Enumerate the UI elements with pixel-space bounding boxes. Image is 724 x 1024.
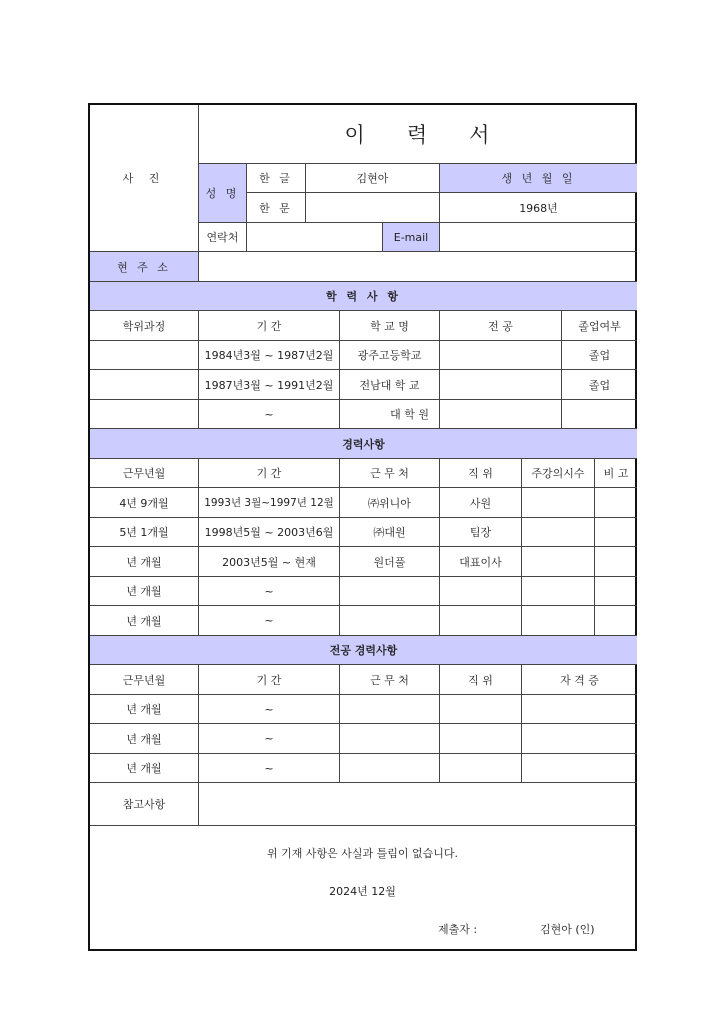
edu-row-2-status[interactable]: 졸업 (562, 370, 637, 400)
declaration-text: 위 기재 사항은 사실과 틀림이 없습니다. (267, 847, 458, 860)
edu-header-status: 졸업여부 (562, 311, 637, 341)
major-row-3-duration[interactable]: 년 개월 (90, 754, 199, 783)
edu-row-2-school[interactable]: 전남대 학 교 (340, 370, 440, 400)
major-row-2-duration[interactable]: 년 개월 (90, 724, 199, 754)
edu-row-1-school[interactable]: 광주고등학교 (340, 341, 440, 370)
career-row-1-note[interactable] (595, 488, 637, 518)
major-header-duration: 근무년월 (90, 665, 199, 695)
career-header-hours: 주강의시수 (522, 459, 595, 488)
major-row-1-duration[interactable]: 년 개월 (90, 695, 199, 724)
contact-label: 연락처 (199, 223, 247, 252)
career-row-4-hours[interactable] (522, 577, 595, 606)
major-row-3-position[interactable] (440, 754, 522, 783)
career-row-5-hours[interactable] (522, 606, 595, 636)
career-header-duration: 근무년월 (90, 459, 199, 488)
edu-row-3-major[interactable] (440, 400, 562, 429)
edu-row-2-degree[interactable] (90, 370, 199, 400)
edu-header-major: 전 공 (440, 311, 562, 341)
career-row-4-position[interactable] (440, 577, 522, 606)
career-row-2-position[interactable]: 팀장 (440, 518, 522, 547)
contact-field[interactable] (247, 223, 383, 252)
career-row-4-period[interactable]: ~ (199, 577, 340, 606)
edu-row-2-major[interactable] (440, 370, 562, 400)
birth-label: 생 년 월 일 (440, 164, 637, 193)
career-row-4-duration[interactable]: 년 개월 (90, 577, 199, 606)
career-row-4-note[interactable] (595, 577, 637, 606)
title-char-2: 력 (406, 123, 430, 147)
email-field[interactable] (440, 223, 637, 252)
career-row-5-duration[interactable]: 년 개월 (90, 606, 199, 636)
career-row-1-hours[interactable] (522, 488, 595, 518)
career-header-position: 직 위 (440, 459, 522, 488)
submitter-signature[interactable]: 김현아 (인) (540, 923, 595, 936)
career-row-5-note[interactable] (595, 606, 637, 636)
major-header-position: 직 위 (440, 665, 522, 695)
major-row-2-period[interactable]: ~ (199, 724, 340, 754)
career-header-workplace: 근 무 처 (340, 459, 440, 488)
career-row-2-workplace[interactable]: ㈜대원 (340, 518, 440, 547)
career-row-2-period[interactable]: 1998년5월 ~ 2003년6월 (199, 518, 340, 547)
submission-date: 2024년 12월 (329, 885, 396, 898)
photo-box[interactable]: 사 진 (90, 105, 199, 252)
edu-row-2-period[interactable]: 1987년3월 ~ 1991년2월 (199, 370, 340, 400)
career-row-3-position[interactable]: 대표이사 (440, 547, 522, 577)
title-char-3: 서 (469, 123, 492, 147)
edu-row-1-status[interactable]: 졸업 (562, 341, 637, 370)
edu-header-degree: 학위과정 (90, 311, 199, 341)
career-row-2-note[interactable] (595, 518, 637, 547)
name-label: 성 명 (199, 164, 247, 223)
major-row-2-position[interactable] (440, 724, 522, 754)
major-header-period: 기 간 (199, 665, 340, 695)
edu-row-3-period[interactable]: ~ (199, 400, 340, 429)
major-row-3-period[interactable]: ~ (199, 754, 340, 783)
address-field[interactable] (199, 252, 637, 282)
major-career-section-title: 전공 경력사항 (90, 636, 637, 665)
hanja-label: 한 문 (247, 193, 306, 223)
edu-header-school: 학 교 명 (340, 311, 440, 341)
remarks-field[interactable] (199, 783, 637, 826)
career-row-1-workplace[interactable]: ㈜위니아 (340, 488, 440, 518)
edu-row-3-degree[interactable] (90, 400, 199, 429)
career-row-1-duration[interactable]: 4년 9개월 (90, 488, 199, 518)
major-row-1-period[interactable]: ~ (199, 695, 340, 724)
career-row-1-period[interactable]: 1993년 3월~1997년 12월 (199, 488, 340, 518)
career-row-2-hours[interactable] (522, 518, 595, 547)
address-label: 현 주 소 (90, 252, 199, 282)
submitter-label: 제출자 : (438, 923, 478, 936)
major-row-1-workplace[interactable] (340, 695, 440, 724)
remarks-label: 참고사항 (90, 783, 199, 826)
edu-row-3-status[interactable] (562, 400, 637, 429)
document-title (199, 105, 637, 164)
education-section-title: 학 력 사 항 (90, 282, 637, 311)
major-header-license: 자 격 증 (522, 665, 637, 695)
career-row-3-workplace[interactable]: 원더풀 (340, 547, 440, 577)
career-row-5-period[interactable]: ~ (199, 606, 340, 636)
career-header-note: 비 고 (595, 459, 637, 488)
career-row-2-duration[interactable]: 5년 1개월 (90, 518, 199, 547)
edu-row-3-school[interactable]: 대 학 원 (340, 400, 440, 429)
name-hangul-field[interactable]: 김현아 (306, 164, 440, 193)
career-row-4-workplace[interactable] (340, 577, 440, 606)
major-row-3-workplace[interactable] (340, 754, 440, 783)
title-char-1: 이 (344, 123, 367, 147)
career-row-3-hours[interactable] (522, 547, 595, 577)
career-row-5-workplace[interactable] (340, 606, 440, 636)
major-row-2-workplace[interactable] (340, 724, 440, 754)
birth-field[interactable]: 1968년 (440, 193, 637, 223)
career-header-period: 기 간 (199, 459, 340, 488)
major-header-workplace: 근 무 처 (340, 665, 440, 695)
major-row-1-license[interactable] (522, 695, 637, 724)
name-hanja-field[interactable] (306, 193, 440, 223)
edu-row-1-major[interactable] (440, 341, 562, 370)
email-label: E-mail (383, 223, 440, 252)
hangul-label: 한 글 (247, 164, 306, 193)
edu-row-1-degree[interactable] (90, 341, 199, 370)
career-row-3-note[interactable] (595, 547, 637, 577)
edu-row-1-period[interactable]: 1984년3월 ~ 1987년2월 (199, 341, 340, 370)
major-row-1-position[interactable] (440, 695, 522, 724)
career-row-3-period[interactable]: 2003년5월 ~ 현재 (199, 547, 340, 577)
career-row-5-position[interactable] (440, 606, 522, 636)
edu-header-period: 기 간 (199, 311, 340, 341)
career-section-title: 경력사항 (90, 429, 637, 459)
major-row-3-license[interactable] (522, 754, 637, 783)
career-row-3-duration[interactable]: 년 개월 (90, 547, 199, 577)
career-row-1-position[interactable]: 사원 (440, 488, 522, 518)
resume-form (88, 103, 637, 951)
major-row-2-license[interactable] (522, 724, 637, 754)
